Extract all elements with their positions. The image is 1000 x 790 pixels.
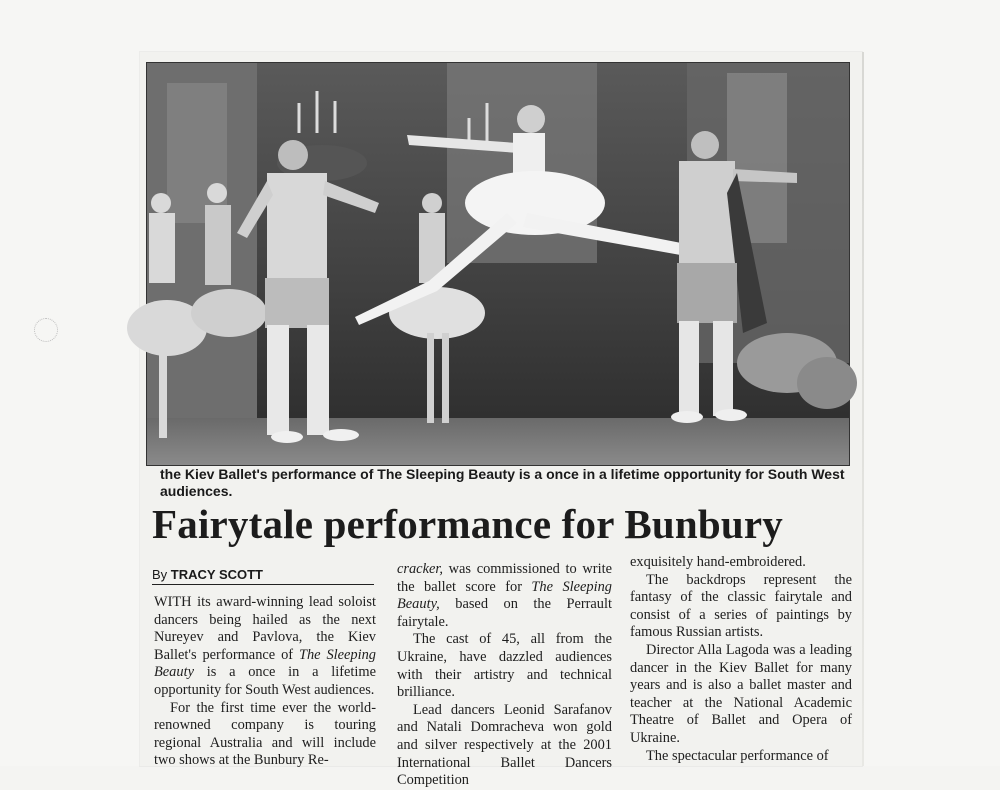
paragraph: For the first time ever the world-renowned company is touring regional Australia and will include two shows at the Bunbury Re- (154, 699, 376, 769)
byline-author: TRACY SCOTT (170, 567, 264, 582)
scan-speck (34, 318, 58, 342)
text-run: was commissioned to write the ballet score for (397, 561, 612, 595)
article-column-3 (630, 554, 852, 765)
paragraph (154, 594, 376, 700)
text-run: is a once in a lifetime opportunity for South West audiences. (154, 664, 376, 698)
italic-title: cracker, (397, 561, 443, 577)
photo-caption: the Kiev Ballet's performance of The Sleeping Beauty is a once in a lifetime opportunity for South West audiences. (160, 466, 845, 499)
headline: Fairytale performance for Bunbury (152, 501, 783, 547)
paragraph: The spectacular performance of (646, 747, 829, 764)
italic-title: The Sleeping Beauty, (397, 578, 612, 613)
paragraph: Director Alla Lagoda was a leading dancer in the Kiev Ballet for many years and is also a ballet master and teacher at the National Academic Theatre of Ballet and Opera of Ukraine. (630, 641, 852, 746)
paragraph: The backdrops represent the fantasy of the classic fairytale and consist of a series of paintings by famous Russian artists. (630, 571, 852, 641)
text-run: based on the Perrault fairytale. (397, 596, 612, 630)
paragraph: Lead dancers Leonid Sarafanov and Natali Domracheva won gold and silver respectively at the 2001 International Ballet Dancers Competition (397, 701, 612, 789)
clipping-edge (862, 52, 864, 766)
text-run: WITH its award-winning lead soloist dancers being hailed as the next Nureyev and Pavlova, the Kiev Ballet's performance of (154, 594, 376, 663)
paragraph: The cast of 45, all from the Ukraine, have dazzled audiences with their artistry and technical brilliance. (397, 631, 612, 701)
article-column-1 (154, 594, 376, 770)
paragraph: exquisitely hand-embroidered. (630, 554, 806, 570)
byline (152, 567, 374, 585)
ballet-photo (146, 62, 850, 466)
italic-title: The Sleeping Beauty (154, 646, 376, 681)
paragraph (397, 561, 612, 631)
byline-prefix: By (152, 567, 168, 582)
article-column-2 (397, 561, 612, 790)
